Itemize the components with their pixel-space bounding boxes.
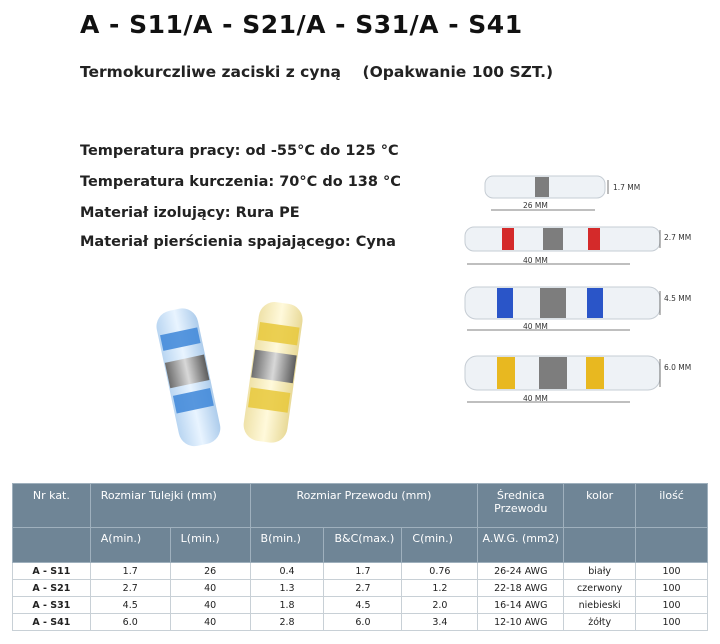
table-row: [13, 563, 708, 580]
spec-working-temperature: Temperatura pracy: od -55°C do 125 °C: [80, 143, 399, 159]
cell-l: 26: [170, 563, 250, 580]
table-row: [13, 597, 708, 614]
header-diameter: Średnica Przewodu: [478, 484, 564, 528]
cell-awg: 16-14 AWG: [478, 597, 564, 614]
header-c-min: C(min.): [402, 528, 478, 563]
cell-awg: 12-10 AWG: [478, 614, 564, 631]
header-tube-size: Rozmiar Tulejki (mm): [90, 484, 250, 528]
diagram-s31-height-label: 4.5 MM: [664, 294, 692, 303]
header-empty: [636, 528, 708, 563]
cell-kolor: biały: [564, 563, 636, 580]
header-b-min: B(min.): [250, 528, 324, 563]
cell-awg: 22-18 AWG: [478, 580, 564, 597]
diagram-s21-length-label: 40 MM: [523, 256, 548, 265]
table-row: [13, 580, 708, 597]
cell-bc: 2.7: [324, 580, 402, 597]
diagram-s21: [465, 227, 691, 265]
cell-kolor: niebieski: [564, 597, 636, 614]
cell-c: 3.4: [402, 614, 478, 631]
cell-a: 2.7: [90, 580, 170, 597]
cell-b: 0.4: [250, 563, 324, 580]
cell-nr: A - S31: [13, 597, 91, 614]
cell-awg: 26-24 AWG: [478, 563, 564, 580]
header-l-min: L(min.): [170, 528, 250, 563]
page-title: A - S11/A - S21/A - S31/A - S41: [80, 10, 523, 39]
blue-connector-image: [154, 305, 224, 449]
header-a-min: A(min.): [90, 528, 170, 563]
cell-nr: A - S11: [13, 563, 91, 580]
cell-b: 2.8: [250, 614, 324, 631]
cell-c: 1.2: [402, 580, 478, 597]
cell-c: 0.76: [402, 563, 478, 580]
header-bc-max: B&C(max.): [324, 528, 402, 563]
table-row: [13, 614, 708, 631]
header-empty: [13, 528, 91, 563]
cell-ilosc: 100: [636, 580, 708, 597]
cell-bc: 6.0: [324, 614, 402, 631]
diagram-s11-length-label: 26 MM: [523, 201, 548, 210]
cell-ilosc: 100: [636, 563, 708, 580]
cell-l: 40: [170, 580, 250, 597]
yellow-connector-image: [242, 300, 305, 445]
diagram-s11-height-label: 1.7 MM: [613, 183, 641, 192]
diagram-s21-height-label: 2.7 MM: [664, 233, 692, 242]
cell-b: 1.8: [250, 597, 324, 614]
cell-c: 2.0: [402, 597, 478, 614]
diagram-s11: [485, 176, 640, 210]
cell-kolor: czerwony: [564, 580, 636, 597]
header-wire-size: Rozmiar Przewodu (mm): [250, 484, 478, 528]
header-nr: Nr kat.: [13, 484, 91, 528]
cell-ilosc: 100: [636, 614, 708, 631]
cell-l: 40: [170, 614, 250, 631]
header-quantity: ilość: [636, 484, 708, 528]
cell-a: 4.5: [90, 597, 170, 614]
cell-l: 40: [170, 597, 250, 614]
cell-bc: 1.7: [324, 563, 402, 580]
cell-kolor: żółty: [564, 614, 636, 631]
cell-a: 1.7: [90, 563, 170, 580]
cell-bc: 4.5: [324, 597, 402, 614]
header-awg: A.W.G. (mm2): [478, 528, 564, 563]
diagram-s41-length-label: 40 MM: [523, 394, 548, 403]
cell-ilosc: 100: [636, 597, 708, 614]
dimension-diagrams: [455, 170, 695, 420]
product-photo: [130, 300, 320, 450]
diagram-s31-length-label: 40 MM: [523, 322, 548, 331]
diagram-s41: [465, 356, 691, 403]
spec-shrink-temperature: Temperatura kurczenia: 70°C do 138 °C: [80, 174, 401, 190]
diagram-s41-height-label: 6.0 MM: [664, 363, 692, 372]
spec-insulation-material: Materiał izolujący: Rura PE: [80, 205, 300, 221]
header-color: kolor: [564, 484, 636, 528]
cell-nr: A - S21: [13, 580, 91, 597]
header-empty: [564, 528, 636, 563]
diagram-s31: [465, 287, 691, 331]
cell-b: 1.3: [250, 580, 324, 597]
cell-nr: A - S41: [13, 614, 91, 631]
spec-ring-material: Materiał pierścienia spajającego: Cyna: [80, 234, 396, 250]
spec-table: [12, 483, 708, 631]
cell-a: 6.0: [90, 614, 170, 631]
page-subtitle: Termokurczliwe zaciski z cyną (Opakwanie 100 SZT.): [80, 63, 554, 81]
